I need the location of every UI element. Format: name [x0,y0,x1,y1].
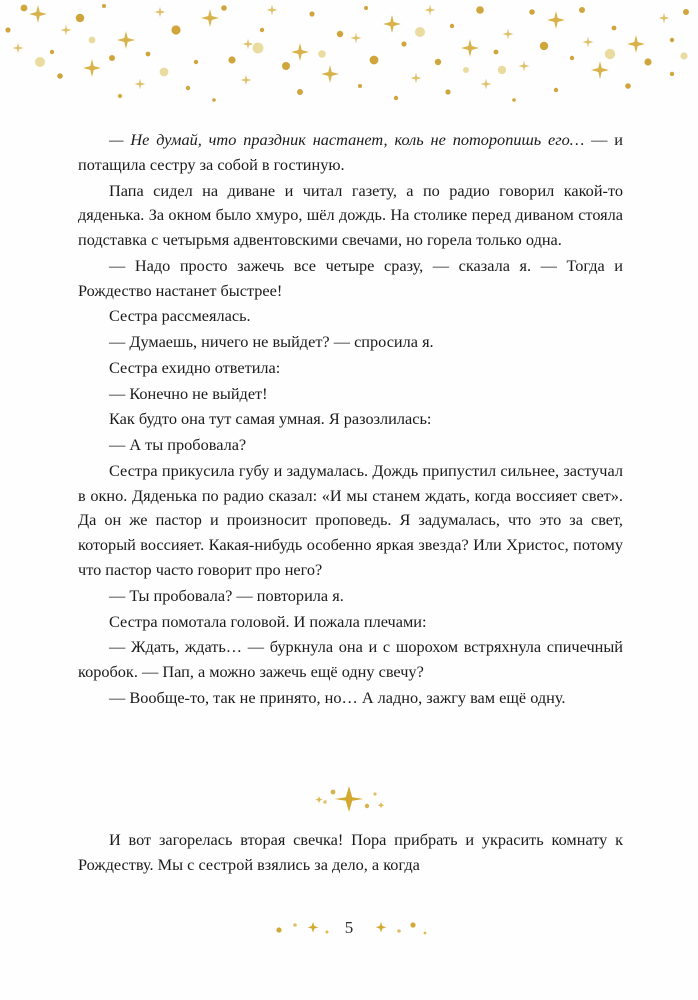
paragraph: — Ты пробовала? — повторила я. [109,585,344,605]
paragraph: — А ты пробовала? [109,435,247,455]
paragraph: Сестра ехидно ответила: [109,357,281,377]
page-footer [0,908,698,948]
paragraph: Сестра помотала головой. И пожала плечами: [109,611,427,631]
paragraph-tail: — и потащила сестру за собой в гостиную. [78,130,624,174]
gold-dots-ornament-icon [269,917,331,939]
paragraph: Папа сидел на диване и читал газету, а по радио говорил какой-то дяденька. За окном было хмуро, шёл дождь. На столике перед диваном стояла подставка с четырьмя адвентовскими свечами, но горела только одна. [78,180,623,250]
page-body-text [78,128,623,712]
italic-dialogue-lead: — Не думай, что праздник настанет, коль не поторопишь его… [109,130,585,149]
page-tail-text [78,828,623,879]
paragraph: — Надо просто зажечь все четыре сразу, — сказала я. — Тогда и Рождество настанет быстрее! [78,255,623,300]
paragraph: — Вообще-то, так не принято, но… А ладно, зажгу вам ещё одну. [109,687,566,707]
gold-star-ornament-icon [315,786,384,812]
paragraph [78,128,623,178]
page-number: 5 [344,918,354,937]
paragraph: И вот загорелась вторая свечка! Пора прибрать и украсить комнату к Рождеству. Мы с сестрой взялись за дело, а когда [78,830,623,874]
paragraph: Сестра рассмеялась. [109,306,251,326]
section-divider [0,782,698,816]
paragraph: Сестра прикусила губу и задумалась. Дождь припустил сильнее, застучал в окно. Дяденька по радио сказал: «И мы станем ждать, когда воссияет свет». Да он же пастор и произносит проповедь. Я задумалась, что это за свет, который воссияет. Какая-нибудь особенно яркая звезда? Или Христос, потому что пастор часто говорит про него? [78,460,623,580]
gold-confetti-decoration [0,0,698,120]
paragraph: — Ждать, ждать… — буркнула она и с шорохом встряхнула спичечный коробок. — Пап, а можно зажечь ещё одну свечу? [78,637,623,682]
paragraph: Как будто она тут самая умная. Я разозлилась: [109,409,432,429]
paragraph: — Конечно не выйдет! [109,383,268,403]
gold-dots-ornament-icon [367,917,429,939]
paragraph: — Думаешь, ничего не выйдет? — спросила я. [109,332,434,352]
